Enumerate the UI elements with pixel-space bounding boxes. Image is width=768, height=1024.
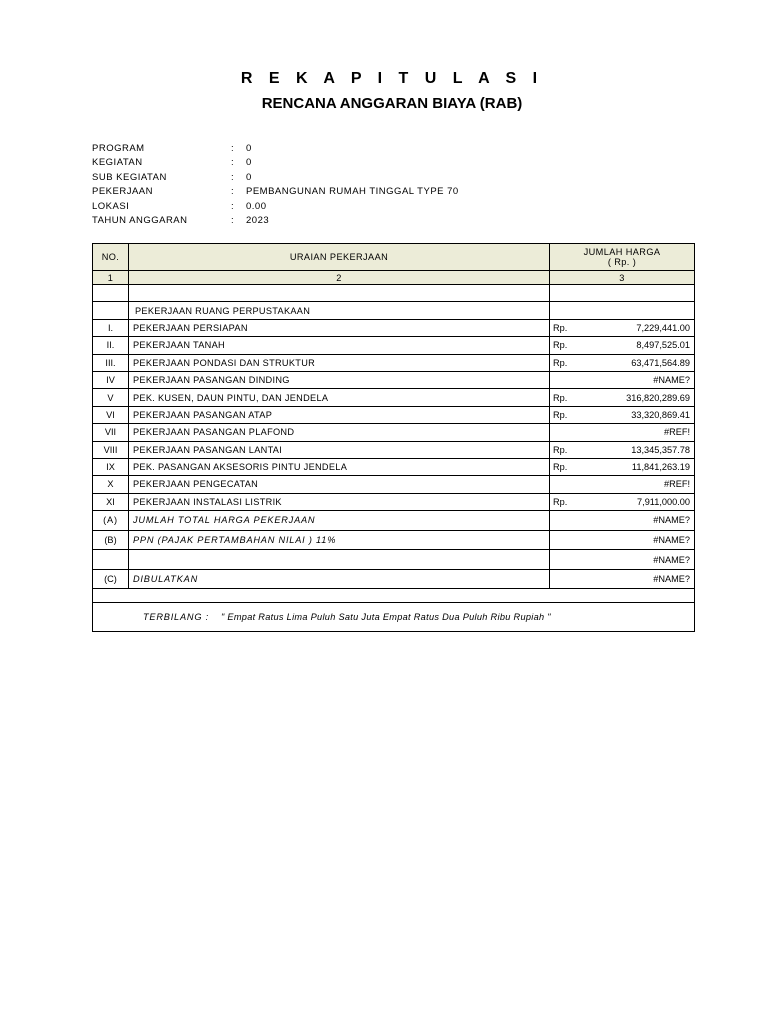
row-desc: PEKERJAAN PERSIAPAN	[129, 319, 550, 336]
section-title: PEKERJAAN RUANG PERPUSTAKAAN	[129, 302, 550, 319]
row-amount-cell	[550, 476, 695, 493]
row-amount: 13,345,357.78	[631, 444, 690, 455]
total-a-no: (A)	[93, 511, 129, 531]
row-desc: PEKERJAAN PASANGAN PLAFOND	[129, 424, 550, 441]
header-jumlah-line1: JUMLAH HARGA	[583, 247, 661, 257]
header-jumlah-harga	[550, 244, 695, 271]
empty-cell	[129, 285, 550, 302]
total-c-amount: #NAME?	[550, 569, 695, 589]
row-amount: #REF!	[663, 479, 690, 490]
info-label: SUB KEGIATAN	[92, 171, 167, 183]
info-label: TAHUN ANGGARAN	[92, 214, 188, 226]
terbilang-row	[93, 603, 695, 632]
row-amount: 8,497,525.01	[636, 340, 690, 351]
table-row	[93, 389, 695, 406]
empty-cell	[93, 550, 129, 570]
terbilang-label: TERBILANG :	[143, 612, 209, 623]
table-row	[93, 319, 695, 336]
info-value: PEMBANGUNAN RUMAH TINGGAL TYPE 70	[246, 186, 459, 198]
empty-cell	[129, 550, 550, 570]
row-no: V	[93, 389, 129, 406]
info-value: 0	[246, 143, 252, 154]
row-amount-cell	[550, 406, 695, 423]
header-uraian: URAIAN PEKERJAAN	[129, 244, 550, 271]
row-no: III.	[93, 354, 129, 371]
info-colon: :	[231, 214, 235, 226]
row-amount: #NAME?	[653, 375, 690, 386]
table-header-row	[93, 244, 695, 271]
table-row	[93, 441, 695, 458]
row-amount: 11,841,263.19	[631, 462, 690, 473]
table-row	[93, 458, 695, 475]
row-desc: PEKERJAAN TANAH	[129, 337, 550, 354]
table-row	[93, 493, 695, 510]
table-row	[93, 371, 695, 388]
row-no: XI	[93, 493, 129, 510]
table-row	[93, 337, 695, 354]
document-subtitle: RENCANA ANGGARAN BIAYA (RAB)	[261, 95, 523, 112]
empty-row	[93, 285, 695, 302]
row-currency: Rp.	[553, 462, 568, 473]
info-value: 0	[246, 157, 252, 169]
row-amount-cell	[550, 389, 695, 406]
row-no: X	[93, 476, 129, 493]
row-amount-cell	[550, 354, 695, 371]
total-a-desc: JUMLAH TOTAL HARGA PEKERJAAN	[129, 511, 550, 531]
info-colon: :	[231, 186, 235, 198]
row-desc: PEKERJAAN INSTALASI LISTRIK	[129, 493, 550, 510]
row-currency: Rp.	[553, 357, 568, 368]
column-number-1: 1	[93, 271, 129, 285]
row-desc: PEKERJAAN PASANGAN DINDING	[129, 371, 550, 388]
row-desc: PEK. KUSEN, DAUN PINTU, DAN JENDELA	[129, 389, 550, 406]
column-number-2: 2	[129, 271, 550, 285]
info-value: 0.00	[246, 200, 267, 212]
row-desc: PEKERJAAN PENGECATAN	[129, 476, 550, 493]
row-no: VIII	[93, 441, 129, 458]
info-label: LOKASI	[92, 200, 130, 212]
total-b-no: (B)	[93, 530, 129, 550]
row-no: IX	[93, 458, 129, 475]
total-a-amount: #NAME?	[550, 511, 695, 531]
info-value: 0	[246, 171, 252, 183]
info-colon: :	[231, 143, 235, 154]
row-amount-cell	[550, 424, 695, 441]
column-number-3: 3	[550, 271, 695, 285]
total-c-row	[93, 569, 695, 589]
row-currency: Rp.	[553, 392, 568, 403]
total-a-row	[93, 511, 695, 531]
table-column-number-row	[93, 271, 695, 285]
subtotal-row	[93, 550, 695, 570]
total-b-desc: PPN (PAJAK PERTAMBAHAN NILAI ) 11%	[129, 530, 550, 550]
empty-cell	[550, 302, 695, 319]
document-title: R E K A P I T U L A S I	[240, 70, 544, 87]
terbilang-text: " Empat Ratus Lima Puluh Satu Juta Empat Ratus Dua Puluh Ribu Rupiah "	[220, 612, 551, 623]
terbilang-cell	[93, 603, 695, 632]
row-amount-cell	[550, 319, 695, 336]
section-row	[93, 302, 695, 319]
table-row	[93, 476, 695, 493]
rab-table	[92, 243, 695, 632]
row-no: II.	[93, 337, 129, 354]
row-currency: Rp.	[553, 444, 568, 455]
row-currency: Rp.	[553, 322, 568, 333]
header-no: NO.	[93, 244, 129, 271]
empty-cell	[93, 302, 129, 319]
header-jumlah-line2: ( Rp. )	[607, 257, 637, 267]
row-amount: #REF!	[663, 427, 690, 438]
row-currency: Rp.	[553, 340, 568, 351]
total-b-row	[93, 530, 695, 550]
info-colon: :	[231, 200, 235, 212]
row-no: VII	[93, 424, 129, 441]
info-colon: :	[231, 171, 235, 183]
row-currency: Rp.	[553, 496, 568, 507]
info-label: PROGRAM	[92, 143, 145, 154]
row-desc: PEKERJAAN PASANGAN LANTAI	[129, 441, 550, 458]
info-label: KEGIATAN	[92, 157, 143, 169]
row-no: I.	[93, 319, 129, 336]
row-desc: PEKERJAAN PONDASI DAN STRUKTUR	[129, 354, 550, 371]
row-amount-cell	[550, 441, 695, 458]
info-value: 2023	[246, 214, 270, 226]
row-currency: Rp.	[553, 409, 568, 420]
row-no: VI	[93, 406, 129, 423]
table-row	[93, 354, 695, 371]
empty-cell	[93, 285, 129, 302]
row-desc: PEKERJAAN PASANGAN ATAP	[129, 406, 550, 423]
table-row	[93, 424, 695, 441]
row-amount-cell	[550, 493, 695, 510]
info-colon: :	[231, 157, 235, 169]
row-amount-cell	[550, 371, 695, 388]
total-c-no: (C)	[93, 569, 129, 589]
row-amount: 33,320,869.41	[631, 409, 690, 420]
row-desc: PEK. PASANGAN AKSESORIS PINTU JENDELA	[129, 458, 550, 475]
table-row	[93, 406, 695, 423]
row-amount: 7,229,441.00	[636, 322, 690, 333]
row-no: IV	[93, 371, 129, 388]
spacer-row	[93, 589, 695, 603]
info-label: PEKERJAAN	[92, 186, 153, 198]
row-amount-cell	[550, 337, 695, 354]
row-amount: 63,471,564.89	[631, 357, 690, 368]
total-c-desc: DIBULATKAN	[129, 569, 550, 589]
subtotal-amount: #NAME?	[550, 550, 695, 570]
empty-cell	[93, 589, 695, 603]
row-amount: 316,820,289.69	[626, 392, 690, 403]
row-amount: 7,911,000.00	[637, 496, 690, 507]
row-amount-cell	[550, 458, 695, 475]
total-b-amount: #NAME?	[550, 530, 695, 550]
empty-cell	[550, 285, 695, 302]
